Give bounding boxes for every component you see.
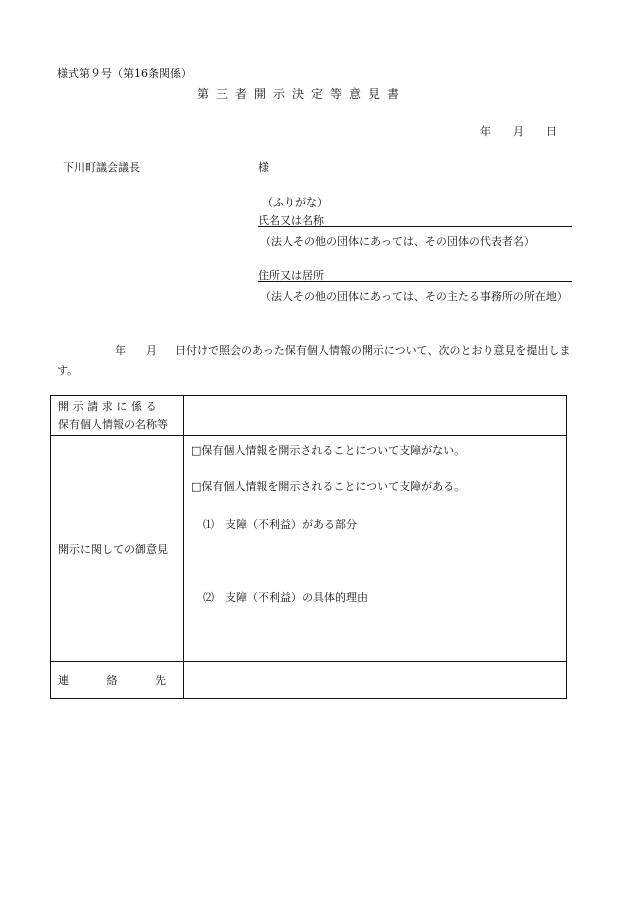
addressee-name: 下川町議会議長	[63, 161, 140, 174]
date-line	[480, 123, 557, 139]
sub-item-affected-part: ⑴ 支障（不利益）がある部分	[203, 518, 357, 531]
date-year: 年	[480, 125, 491, 138]
option-no-hindrance[interactable]: □保有個人情報を開示されることについて支障がない。	[191, 444, 466, 457]
document-title: 第三者開示決定等意見書	[197, 87, 407, 101]
name-label: 氏名又は名称	[258, 214, 324, 227]
intro-paragraph	[57, 341, 577, 381]
table-row	[51, 436, 567, 662]
intro-year: 年	[115, 344, 126, 357]
address-label: 住所又は居所	[258, 269, 324, 282]
name-underline	[258, 226, 572, 227]
address-note: （法人その他の団体にあっては、その主たる事務所の所在地）	[260, 290, 568, 303]
opinion-value-cell[interactable]	[184, 436, 567, 662]
opinion-label: 開示に関しての御意見	[58, 542, 168, 556]
contact-value-cell[interactable]	[184, 662, 567, 699]
intro-text: 日付けで照会のあった保有個人情報の開示について、次のとおり意見を提出します。	[57, 344, 571, 377]
option-hindrance[interactable]: □保有個人情報を開示されることについて支障がある。	[191, 480, 466, 493]
contact-char-1: 連	[58, 674, 69, 687]
date-day: 日	[546, 125, 557, 138]
request-value-cell[interactable]	[184, 396, 567, 436]
table-row	[51, 396, 567, 436]
name-note: （法人その他の団体にあっては、その団体の代表者名）	[260, 235, 535, 248]
contact-char-2: 絡	[106, 674, 118, 687]
request-label-line1: 開示請求に係る	[58, 399, 161, 413]
contact-char-3: 先	[155, 674, 166, 687]
furigana-label: （ふりがな）	[262, 196, 328, 209]
opinion-label-cell	[51, 436, 184, 662]
form-number: 様式第９号（第16条関係）	[57, 67, 192, 80]
table-row	[51, 662, 567, 699]
addressee-honorific: 様	[258, 161, 269, 174]
address-underline	[258, 281, 572, 282]
opinion-table	[50, 395, 567, 699]
request-label-cell	[51, 396, 184, 436]
request-label-line2: 保有個人情報の名称等	[58, 417, 168, 431]
contact-label-cell	[51, 662, 184, 699]
date-month: 月	[513, 125, 524, 138]
contact-label	[58, 672, 166, 688]
sub-item-specific-reason: ⑵ 支障（不利益）の具体的理由	[203, 591, 368, 604]
intro-month: 月	[146, 344, 157, 357]
